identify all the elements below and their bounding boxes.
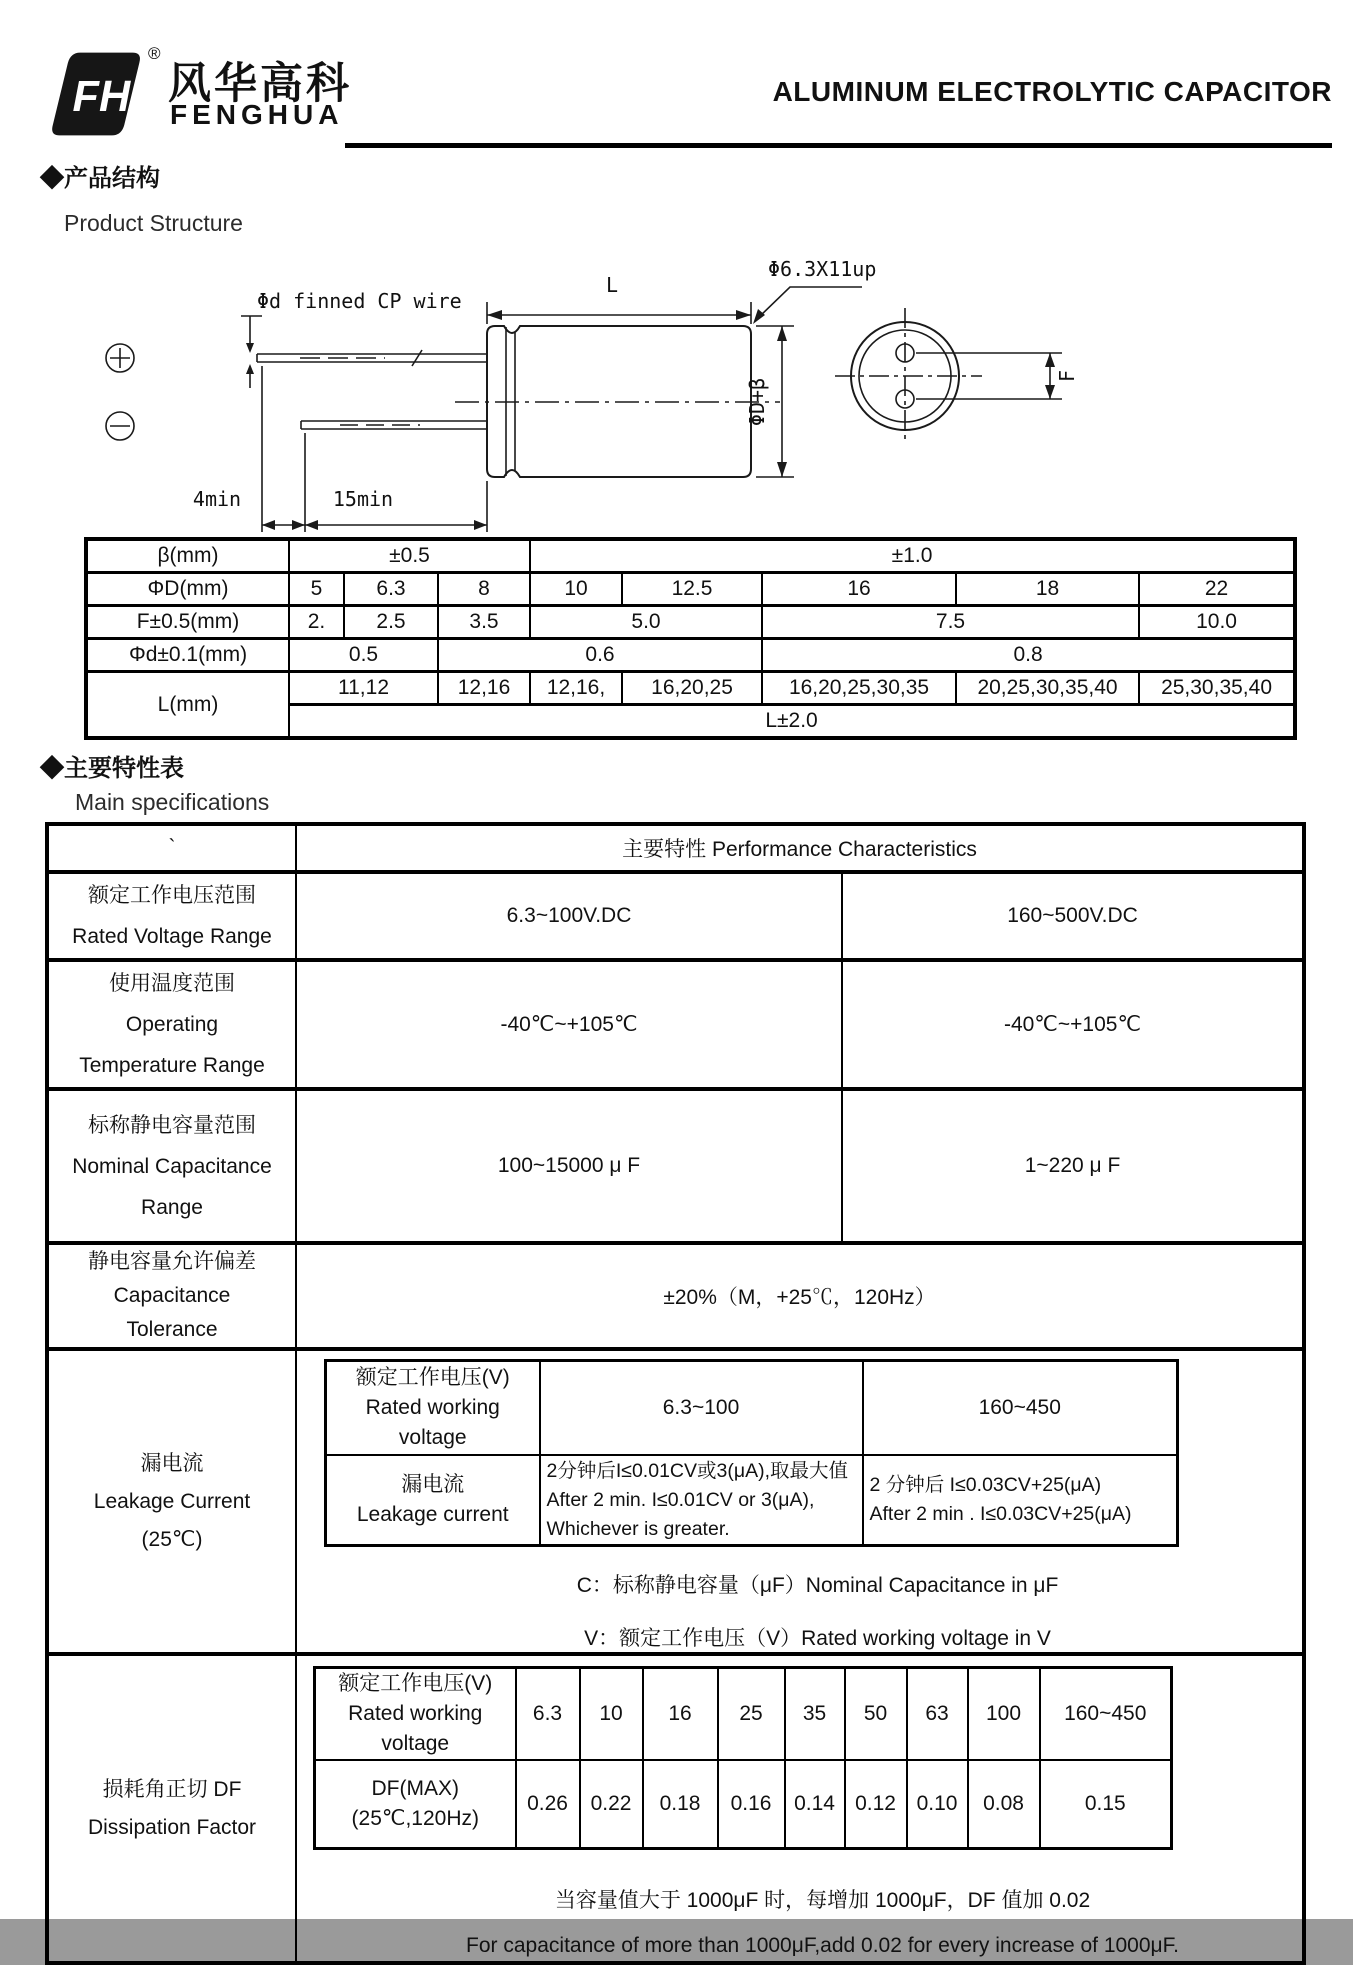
leakage-voltage-header-en1: Rated working	[365, 1396, 500, 1419]
temperature-label	[47, 960, 296, 1089]
rated-voltage-label-cn: 额定工作电压范围	[88, 884, 256, 907]
row-label-length: L(mm)	[86, 672, 289, 739]
bottom-lead-wire	[301, 421, 487, 429]
tolerance-label-en1: Capacitance	[113, 1284, 231, 1307]
diameter-value: 22	[1139, 573, 1295, 606]
tolerance-value: ±20%（M，+25℃，120Hz）	[296, 1243, 1304, 1349]
df-note-cn: 当容量值大于 1000μF 时，每增加 1000μF，DF 值加 0.02	[554, 1889, 1091, 1912]
leakage-label-en: Leakage Current	[93, 1489, 251, 1513]
length-value: 25,30,35,40	[1139, 672, 1295, 705]
leakage-voltage-high-range: 160~450	[863, 1361, 1178, 1456]
pitch-value: 7.5	[762, 606, 1139, 639]
rated-voltage-label-en: Rated Voltage Range	[72, 925, 272, 948]
df-voltage-header-en1: Rated working	[348, 1702, 483, 1725]
length-value: 20,25,30,35,40	[956, 672, 1139, 705]
sleeve-label: Φ6.3X11up	[768, 257, 877, 281]
leakage-note-v: V：额定工作电压（V）Rated working voltage in V	[584, 1627, 1051, 1650]
df-voltage: 35	[785, 1668, 845, 1761]
lead-length-label: 15min	[332, 487, 394, 511]
leakage-voltage-header-en2: voltage	[398, 1426, 467, 1449]
row-label-beta: β(mm)	[86, 539, 289, 573]
lead-diameter-value: 0.6	[438, 639, 762, 672]
df-label-cn: 损耗角正切 DF	[102, 1777, 242, 1801]
diameter-value: 16	[762, 573, 956, 606]
rated-voltage-high: 160~500V.DC	[842, 872, 1304, 960]
diameter-value: 10	[530, 573, 622, 606]
leakage-row-header	[326, 1455, 540, 1546]
end-view	[835, 308, 1062, 444]
pitch-value: 10.0	[1139, 606, 1295, 639]
df-voltage: 10	[580, 1668, 643, 1761]
df-voltage: 6.3	[516, 1668, 580, 1761]
leakage-content	[296, 1349, 1304, 1654]
df-voltage: 100	[968, 1668, 1040, 1761]
lead-wire-label: Φd finned CP wire	[257, 289, 462, 313]
df-value: 0.10	[907, 1760, 968, 1849]
negative-terminal-icon	[106, 412, 134, 440]
leakage-voltage-header-cn: 额定工作电压(V)	[355, 1366, 510, 1389]
diameter-value: 12.5	[622, 573, 762, 606]
leakage-note-c: C：标称静电容量（μF）Nominal Capacitance in μF	[576, 1574, 1059, 1597]
performance-characteristics-header: 主要特性 Performance Characteristics	[296, 824, 1304, 872]
df-label	[47, 1654, 296, 1963]
df-voltage-header-cn: 额定工作电压(V)	[338, 1672, 493, 1695]
page-title: ALUMINUM ELECTROLYTIC CAPACITOR	[772, 76, 1332, 107]
brand-name-chinese: 风华高科	[168, 60, 352, 108]
lead-diameter-value: 0.8	[762, 639, 1295, 672]
length-label: L	[605, 273, 619, 297]
df-value: 0.14	[785, 1760, 845, 1849]
lead-diameter-value: 0.5	[289, 639, 438, 672]
capacitance-range-label-cn: 标称静电容量范围	[88, 1113, 256, 1137]
length-dimension	[487, 302, 751, 324]
row-label-diameter: ΦD(mm)	[86, 573, 289, 606]
brand-name-english: FENGHUA	[170, 99, 344, 130]
body-diameter-label: ΦD+β	[745, 377, 769, 427]
temperature-label-cn: 使用温度范围	[109, 972, 235, 995]
df-content	[296, 1654, 1304, 1963]
main-specifications-table	[45, 822, 1306, 1965]
rated-voltage-low: 6.3~100V.DC	[296, 872, 842, 960]
registered-trademark-icon: ®	[148, 44, 161, 63]
leakage-inner-table	[324, 1359, 1179, 1547]
df-voltage: 160~450	[1040, 1668, 1172, 1761]
df-value: 0.12	[845, 1760, 907, 1849]
beta-tolerance-small: ±0.5	[289, 539, 530, 573]
tolerance-label	[47, 1243, 296, 1349]
df-max-header	[315, 1760, 516, 1849]
length-value: 16,20,25	[622, 672, 762, 705]
sleeve-leader-line	[753, 287, 862, 324]
df-value: 0.08	[968, 1760, 1040, 1849]
pitch-value: 2.5	[344, 606, 438, 639]
df-label-en: Dissipation Factor	[87, 1815, 257, 1839]
pitch-value: 2.	[289, 606, 344, 639]
df-value: 0.16	[718, 1760, 785, 1849]
df-note-en: For capacitance of more than 1000μF,add 0.02 for every increase of 1000μF.	[466, 1934, 1179, 1957]
top-lead-wire	[257, 350, 487, 366]
capacitance-range-high: 1~220 μ F	[842, 1089, 1304, 1243]
df-value: 0.15	[1040, 1760, 1172, 1849]
capacitor-body	[455, 326, 780, 477]
df-inner-table	[313, 1666, 1173, 1850]
df-voltage: 50	[845, 1668, 907, 1761]
diameter-value: 6.3	[344, 573, 438, 606]
rated-voltage-label	[47, 872, 296, 960]
table-corner: `	[47, 824, 296, 872]
df-voltage-header-en2: voltage	[381, 1732, 450, 1755]
section-heading-product-structure-cn: ◆产品结构	[40, 165, 160, 192]
df-max-header-line1: DF(MAX)	[371, 1777, 459, 1800]
lead-gap-label: 4min	[192, 487, 242, 511]
df-value: 0.18	[643, 1760, 718, 1849]
length-value: 11,12	[289, 672, 438, 705]
capacitance-range-low: 100~15000 μ F	[296, 1089, 842, 1243]
positive-terminal-icon	[106, 344, 134, 372]
temperature-label-en2: Temperature Range	[79, 1054, 265, 1077]
tolerance-label-cn: 静电容量允许偏差	[88, 1250, 256, 1273]
temperature-label-en1: Operating	[125, 1013, 219, 1036]
length-value: 12,16,	[530, 672, 622, 705]
leakage-voltage-header	[326, 1361, 540, 1456]
diameter-value: 8	[438, 573, 530, 606]
row-label-pitch: F±0.5(mm)	[86, 606, 289, 639]
lead-diameter-dimension	[241, 316, 262, 388]
leakage-label-condition: (25℃)	[141, 1527, 203, 1551]
section-heading-main-specs-en: Main specifications	[75, 789, 270, 815]
leakage-spec-high-line2: After 2 min . I≤0.03CV+25(μA)	[869, 1503, 1132, 1525]
temperature-high: -40℃~+105℃	[842, 960, 1304, 1089]
capacitance-range-label	[47, 1089, 296, 1243]
diameter-value: 5	[289, 573, 344, 606]
diameter-value: 18	[956, 573, 1139, 606]
df-value: 0.22	[580, 1760, 643, 1849]
length-tolerance: L±2.0	[289, 705, 1295, 739]
product-structure-diagram	[100, 256, 1090, 538]
row-label-lead-diameter: Φd±0.1(mm)	[86, 639, 289, 672]
df-value: 0.26	[516, 1760, 580, 1849]
df-max-header-line2: (25℃,120Hz)	[351, 1807, 479, 1830]
df-voltage: 25	[718, 1668, 785, 1761]
leakage-row-header-en: Leakage current	[356, 1503, 509, 1526]
leakage-spec-low: 2分钟后I≤0.01CV或3(μA),取最大值 After 2 min. I≤0.01CV or 3(μA), Whichever is greater.	[540, 1455, 863, 1546]
section-heading-main-specs-cn: ◆主要特性表	[40, 755, 184, 782]
pitch-value: 3.5	[438, 606, 530, 639]
length-value: 16,20,25,30,35	[762, 672, 956, 705]
pitch-label: F	[1055, 369, 1079, 383]
pitch-value: 5.0	[530, 606, 762, 639]
section-heading-product-structure-en: Product Structure	[64, 210, 243, 236]
capacitance-range-label-en2: Range	[141, 1195, 203, 1219]
capacitance-range-label-en1: Nominal Capacitance	[72, 1154, 272, 1178]
leakage-row-header-cn: 漏电流	[401, 1473, 465, 1496]
leakage-voltage-low-range: 6.3~100	[540, 1361, 863, 1456]
temperature-low: -40℃~+105℃	[296, 960, 842, 1089]
length-value: 12,16	[438, 672, 530, 705]
df-voltage: 63	[907, 1668, 968, 1761]
tolerance-label-en2: Tolerance	[126, 1318, 218, 1341]
dimensions-table	[84, 537, 1297, 740]
leakage-spec-high-line1: 2 分钟后 I≤0.03CV+25(μA)	[869, 1474, 1102, 1496]
df-voltage-header	[315, 1668, 516, 1761]
logo-letters: FH	[72, 72, 131, 121]
leakage-label-cn: 漏电流	[140, 1451, 204, 1475]
beta-tolerance-large: ±1.0	[530, 539, 1295, 573]
leakage-spec-high	[863, 1455, 1178, 1546]
fenghua-logo-icon	[50, 50, 144, 138]
header-divider	[345, 143, 1332, 148]
leakage-label	[47, 1349, 296, 1654]
df-voltage: 16	[643, 1668, 718, 1761]
